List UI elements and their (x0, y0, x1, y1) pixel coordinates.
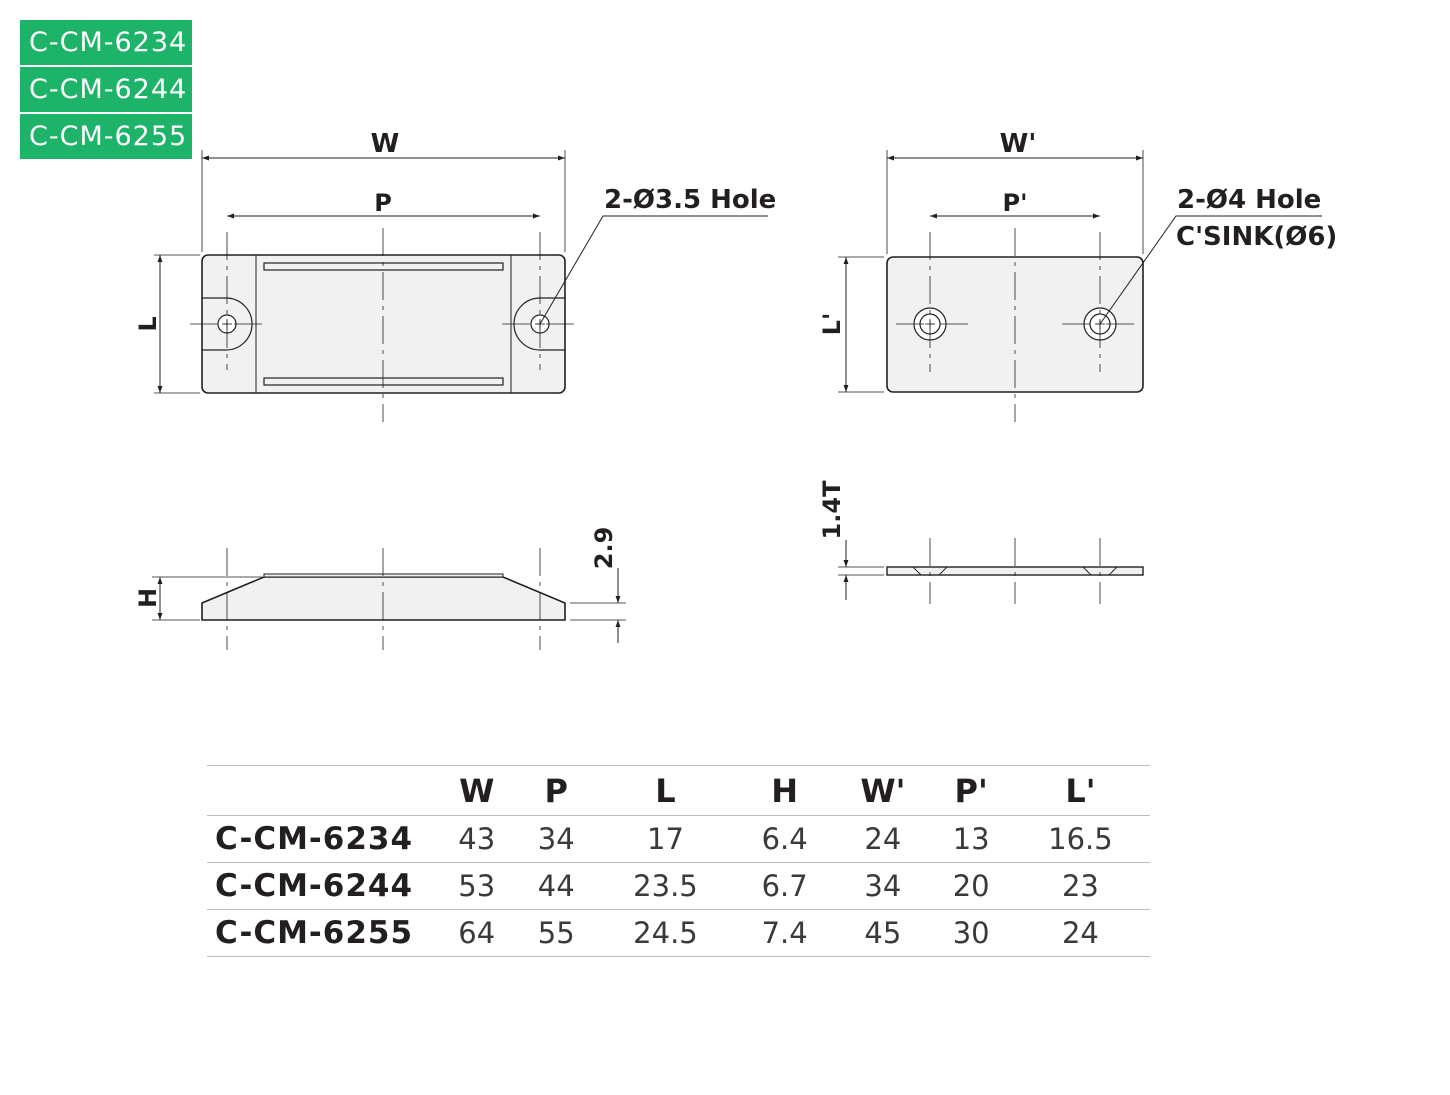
table-cell: 44 (537, 869, 575, 903)
column-header: L (655, 771, 676, 810)
table-row (207, 816, 1150, 863)
plate-side-view (818, 480, 1143, 604)
table-cell: 64 (458, 916, 496, 950)
table-cell: 24.5 (633, 916, 698, 950)
table-cell: 45 (864, 916, 902, 950)
dim-label-p: P (374, 189, 392, 217)
dim-label-l-prime: L' (818, 312, 846, 336)
table-cell: 17 (647, 822, 684, 856)
table-cell: 43 (458, 822, 496, 856)
table-cell: 23 (1061, 869, 1099, 903)
row-model: C-CM-6234 (215, 821, 414, 857)
column-header: W' (860, 771, 906, 810)
dim-label-h: H (134, 587, 162, 609)
table-cell: 24 (1061, 916, 1099, 950)
dimension-table (207, 765, 1150, 957)
magnet-side-view (134, 527, 626, 650)
table-cell: 6.4 (761, 822, 808, 856)
hole-callout: 2-Ø3.5 Hole (604, 185, 777, 215)
table-cell: 20 (952, 869, 990, 903)
table-row (207, 910, 1150, 957)
table-cell: 53 (458, 869, 496, 903)
table-cell: 6.7 (761, 869, 808, 903)
row-model: C-CM-6244 (215, 868, 414, 904)
column-header: L' (1065, 771, 1096, 810)
table-header-row (207, 766, 1150, 816)
row-model: C-CM-6255 (215, 915, 414, 951)
table-row (207, 863, 1150, 910)
table-cell: 34 (537, 822, 575, 856)
table-cell: 55 (537, 916, 575, 950)
table-cell: 23.5 (633, 869, 698, 903)
table-cell: 13 (952, 822, 990, 856)
hole-callout-2-line2: C'SINK(Ø6) (1176, 222, 1338, 252)
dim-label-w: W (370, 129, 400, 159)
table-cell: 16.5 (1048, 822, 1113, 856)
column-header (207, 766, 437, 816)
magnet-top-view (134, 129, 776, 422)
table-cell: 7.4 (761, 916, 808, 950)
dim-label-height: 2.9 (590, 526, 618, 570)
table-cell: 24 (864, 822, 902, 856)
column-header: W (459, 771, 495, 810)
model-badge: C-CM-6255 (20, 114, 192, 159)
column-header: P' (954, 771, 988, 810)
model-badge: C-CM-6234 (20, 20, 192, 65)
dim-label-thickness: 1.4T (818, 480, 846, 540)
table-cell: 30 (952, 916, 990, 950)
hole-callout-2-line1: 2-Ø4 Hole (1177, 185, 1322, 215)
plate-top-view (818, 129, 1337, 422)
dim-label-p-prime: P' (1002, 189, 1028, 217)
column-header: P (544, 771, 568, 810)
dim-label-w-prime: W' (999, 129, 1037, 159)
model-badge: C-CM-6244 (20, 67, 192, 112)
dim-label-l: L (134, 316, 162, 332)
column-header: H (771, 771, 799, 810)
table-cell: 34 (864, 869, 902, 903)
